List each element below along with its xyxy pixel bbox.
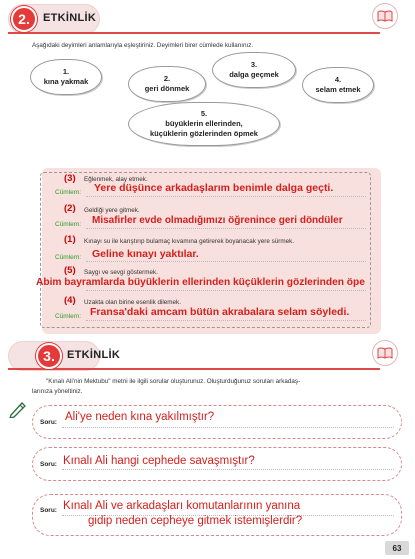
question-text[interactable]: Kınalı Ali ve arkadaşları komutanlarının yanına bbox=[63, 500, 301, 512]
answer-text[interactable]: Misafirler evde olmadığımızı öğrenince geri döndüler bbox=[92, 215, 343, 226]
definition: Geldiği yere gitmek. bbox=[84, 207, 140, 214]
match-number: (4) bbox=[64, 295, 76, 306]
idiom-num: 4. bbox=[334, 74, 342, 84]
activity-title: ETKİNLİK bbox=[67, 349, 121, 361]
activity-number-badge: 3. bbox=[36, 343, 62, 369]
instruction-text: larınıza yöneltiniz. bbox=[32, 388, 83, 395]
idiom-num: 5. bbox=[200, 108, 208, 118]
answer-line bbox=[86, 196, 366, 197]
sentence-label: Cümlem: bbox=[55, 254, 82, 261]
header-underline bbox=[8, 368, 380, 370]
book-icon bbox=[372, 3, 398, 29]
question-text[interactable]: gidip neden cepheye gitmek istemişlerdir? bbox=[88, 515, 303, 527]
pencil-icon bbox=[8, 400, 28, 423]
answer-line bbox=[62, 469, 394, 470]
idiom-text: küçüklerin gözlerinden öpmek bbox=[150, 129, 258, 139]
answer-text[interactable]: Abim bayramlarda büyüklerin ellerinden küçüklerin gözlerinden öpe bbox=[36, 277, 365, 288]
match-number: (3) bbox=[64, 173, 76, 184]
sentence-label: Cümlem: bbox=[55, 189, 82, 196]
idiom-num: 1. bbox=[62, 66, 70, 76]
activity-number-badge: 2. bbox=[11, 6, 37, 32]
answer-line bbox=[86, 290, 366, 291]
answer-line bbox=[86, 228, 366, 229]
instruction-text: Aşağıdaki deyimleri anlamlarıyla eşleştiriniz. Deyimleri birer cümlede kullanınız. bbox=[32, 42, 254, 49]
question-label: Soru: bbox=[40, 419, 57, 426]
definition: Eğlenmek, alay etmek. bbox=[84, 176, 148, 183]
match-number: (1) bbox=[64, 234, 76, 245]
book-icon bbox=[372, 340, 398, 366]
idiom-text: selam etmek bbox=[315, 85, 361, 94]
match-number: (2) bbox=[64, 203, 76, 214]
definition: Saygı ve sevgi göstermek. bbox=[84, 269, 158, 276]
question-label: Soru: bbox=[40, 461, 57, 468]
header-underline bbox=[8, 32, 380, 34]
sentence-label: Cümlem: bbox=[55, 221, 82, 228]
idiom-num: 3. bbox=[250, 59, 258, 69]
answer-line bbox=[86, 320, 366, 321]
question-text[interactable]: Kınalı Ali hangi cephede savaşmıştır? bbox=[63, 455, 255, 467]
answer-text[interactable]: Geline kınayı yaktılar. bbox=[92, 248, 199, 260]
sentence-label: Cümlem: bbox=[55, 313, 82, 320]
question-text[interactable]: Ali'ye neden kına yakılmıştır? bbox=[65, 411, 215, 423]
answer-text[interactable]: Yere düşünce arkadaşlarım benimle dalga geçti. bbox=[94, 182, 334, 194]
idiom-text: büyüklerin ellerinden, bbox=[165, 118, 243, 128]
answer-line bbox=[62, 427, 394, 428]
definition: Uzakta olan birine esenlik dilemek. bbox=[84, 299, 181, 306]
definition: Kınayı su ile karıştırıp bulamaç kıvamına getirerek boyanacak yere sürmek. bbox=[84, 238, 294, 245]
match-number: (5) bbox=[64, 265, 76, 276]
idiom-cloud-1 bbox=[30, 59, 102, 95]
idiom-num: 2. bbox=[163, 73, 171, 83]
idiom-cloud-4 bbox=[302, 67, 374, 103]
idiom-cloud-2 bbox=[128, 66, 206, 102]
page-number: 63 bbox=[385, 541, 409, 555]
activity-title: ETKİNLİK bbox=[43, 12, 97, 24]
idiom-text: kına yakmak bbox=[43, 77, 89, 86]
idiom-cloud-3 bbox=[212, 52, 296, 88]
idiom-cloud-5 bbox=[128, 102, 280, 146]
question-label: Soru: bbox=[40, 507, 57, 514]
idiom-text: dalga geçmek bbox=[229, 70, 279, 79]
instruction-text: "Kınalı Ali'nin Mektubu" metni ile ilgili sorular oluşturunuz. Oluşturduğunuz soruları arkadaş- bbox=[46, 378, 301, 385]
answer-line bbox=[86, 261, 366, 262]
idiom-text: geri dönmek bbox=[144, 84, 190, 93]
answer-text[interactable]: Fransa'daki amcam bütün akrabalara selam söyledi. bbox=[90, 306, 350, 318]
